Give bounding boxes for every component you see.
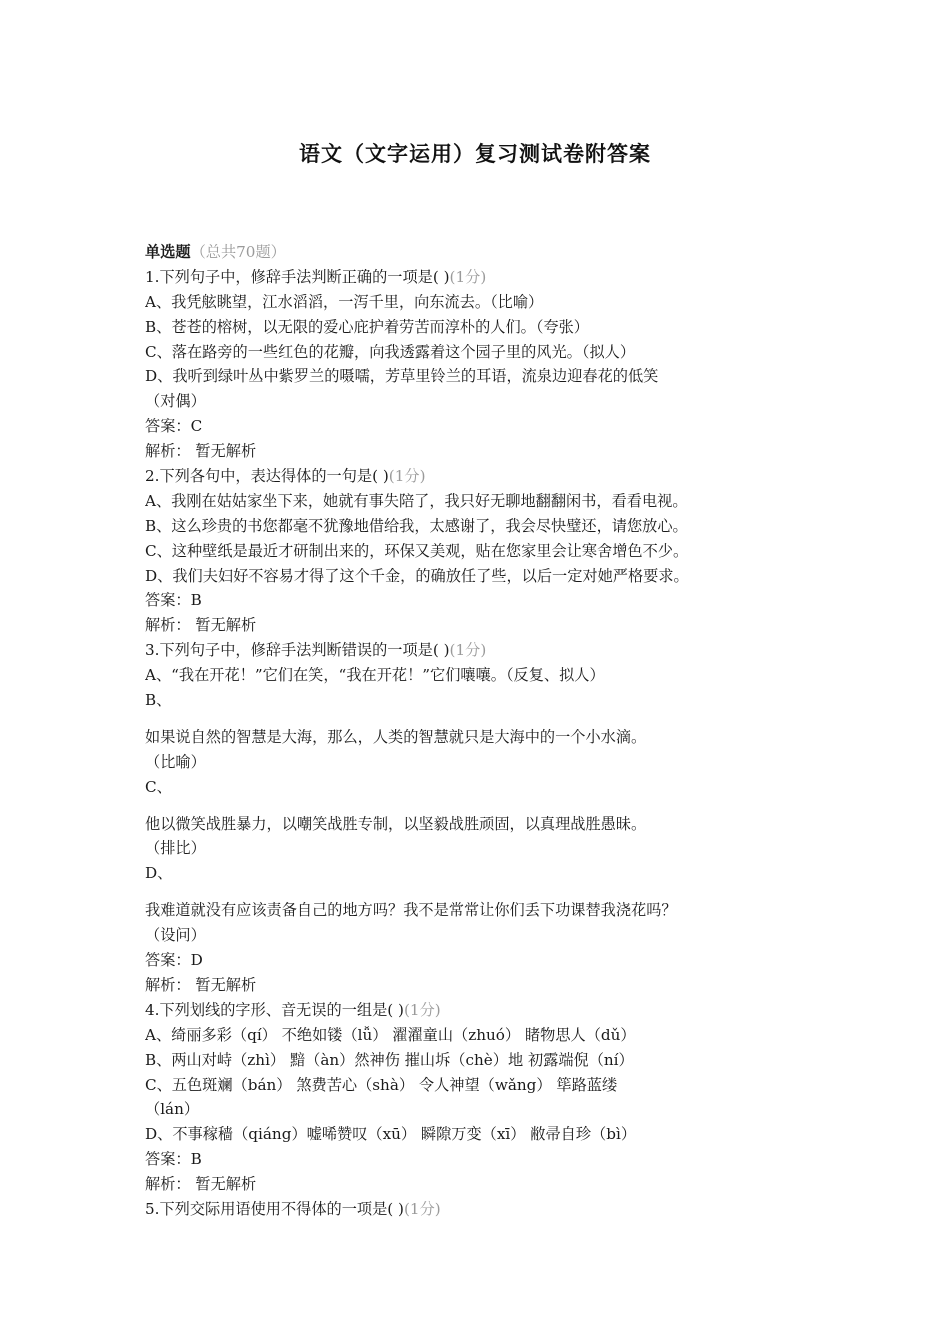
analysis-line: 解析： 暂无解析 <box>145 975 257 994</box>
option-d: D、不事稼穑（qiáng）嘘唏赞叹（xū） 瞬隙万变（xī） 敝帚自珍（bì） <box>145 1125 637 1144</box>
question-score: (1分) <box>449 641 487 660</box>
question-score: (1分) <box>388 467 426 486</box>
option-c-label: C、 <box>145 777 172 796</box>
analysis-line: 解析： 暂无解析 <box>145 1175 257 1194</box>
question-stem: 3.下列句子中，修辞手法判断错误的一项是( )(1分) <box>145 641 487 660</box>
question-stem: 5.下列交际用语使用不得体的一项是( )(1分) <box>145 1199 441 1218</box>
option-b-text: 如果说自然的智慧是大海，那么，人类的智慧就只是大海中的一个小水滴。 <box>145 727 647 746</box>
option-d: D、我听到绿叶丛中紫罗兰的嗫嚅，芳草里铃兰的耳语，流泉边迎春花的低笑 <box>145 367 659 386</box>
answer-line: 答案：D <box>145 951 203 970</box>
option-c: C、这种壁纸是最近才研制出来的，环保又美观，贴在您家里会让寒舍增色不少。 <box>145 541 689 560</box>
answer-line: 答案：C <box>145 417 203 436</box>
option-d-label: D、 <box>145 864 173 883</box>
option-c: C、五色斑斓（bán） 煞费苦心（shà） 令人神望（wǎng） 筚路蓝缕 <box>145 1075 618 1094</box>
page-title: 语文（文字运用）复习测试卷附答案 <box>299 141 651 166</box>
option-a: A、我凭舷眺望，江水滔滔，一泻千里，向东流去。（比喻） <box>145 292 544 311</box>
question-stem: 1.下列句子中，修辞手法判断正确的一项是( )(1分) <box>145 267 487 286</box>
section-heading <box>145 240 835 265</box>
option-d-tag: （设问） <box>145 926 206 945</box>
option-a: A、绮丽多彩（qí） 不绝如镂（lǚ） 濯濯童山（zhuó） 睹物思人（dǔ） <box>145 1025 636 1044</box>
option-a: A、我刚在姑姑家坐下来，她就有事失陪了，我只好无聊地翻翻闲书，看看电视。 <box>145 491 688 510</box>
question-score: (1分) <box>403 1000 441 1019</box>
analysis-line: 解析： 暂无解析 <box>145 442 257 461</box>
analysis-line: 解析： 暂无解析 <box>145 616 257 635</box>
option-b-label: B、 <box>145 691 172 710</box>
question-score: (1分) <box>449 267 487 286</box>
option-c: C、落在路旁的一些红色的花瓣，向我透露着这个园子里的风光。（拟人） <box>145 342 636 361</box>
option-c-text: 他以微笑战胜暴力，以嘲笑战胜专制，以坚毅战胜顽固，以真理战胜愚昧。 <box>145 814 647 833</box>
option-c-tag: （lán） <box>145 1100 200 1119</box>
option-a: A、“我在开花！”它们在笑，“我在开花！”它们嚷嚷。（反复、拟人） <box>145 666 605 685</box>
question-score: (1分) <box>403 1199 441 1218</box>
option-b: B、苍苍的榕树，以无限的爱心庇护着劳苦而淳朴的人们。（夸张） <box>145 317 589 336</box>
section-total: （总共70题） <box>190 243 286 261</box>
option-d: D、我们夫妇好不容易才得了这个千金，的确放任了些，以后一定对她严格要求。 <box>145 566 689 585</box>
question-stem: 2.下列各句中，表达得体的一句是( )(1分) <box>145 467 426 486</box>
option-b: B、这么珍贵的书您都毫不犹豫地借给我，太感谢了，我会尽快璧还，请您放心。 <box>145 516 688 535</box>
option-d-tag: （对偶） <box>145 392 206 411</box>
question-stem: 4.下列划线的字形、音无误的一组是( )(1分) <box>145 1000 441 1019</box>
section-name: 单选题 <box>145 243 191 261</box>
option-b: B、两山对峙（zhì） 黯（àn）然神伤 摧山坼（chè）地 初露端倪（ní） <box>145 1050 634 1069</box>
option-b-tag: （比喻） <box>145 752 206 771</box>
answer-line: 答案：B <box>145 1150 202 1169</box>
option-c-tag: （排比） <box>145 839 206 858</box>
question-list <box>145 240 835 1222</box>
answer-line: 答案：B <box>145 591 202 610</box>
option-d-text: 我难道就没有应该责备自己的地方吗？我不是常常让你们丢下功课替我浇花吗？ <box>145 901 677 920</box>
